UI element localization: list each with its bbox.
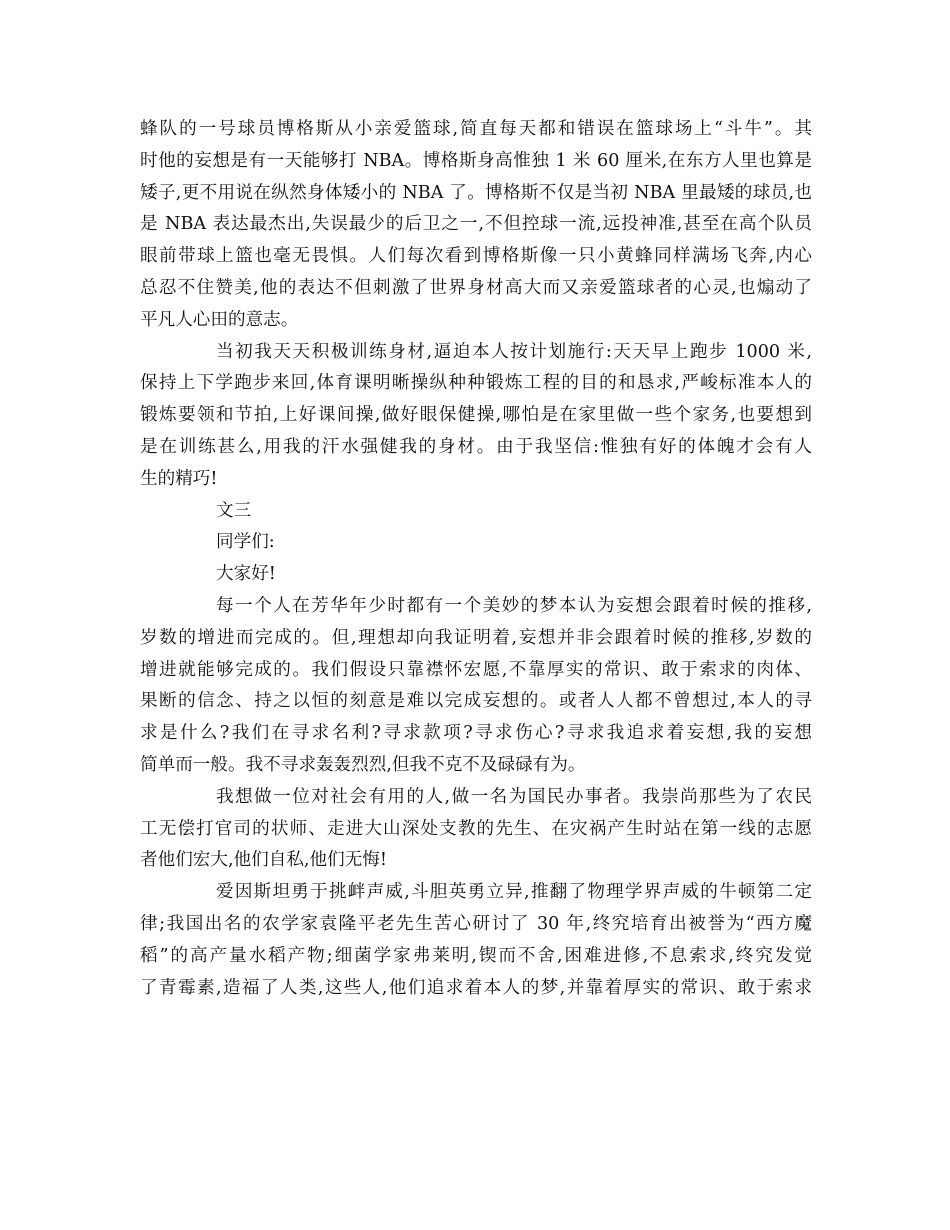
paragraph-line: 时他的妄想是有一天能够打 NBA。博格斯身高惟独 1 米 60 厘米,在东方人里也算是: [140, 150, 812, 171]
paragraph-line: 蜂队的一号球员博格斯从小亲爱篮球,简直每天都和错误在篮球场上“斗牛”。其: [140, 119, 812, 139]
paragraph-line: 求是什么?我们在寻求名利?寻求款项?寻求伤心?寻求我追求着妄想,我的妄想: [140, 723, 812, 744]
paragraph-line: 每一个人在芳华年少时都有一个美妙的梦本认为妄想会跟着时候的推移,: [216, 595, 812, 616]
paragraph-line: 眼前带球上篮也毫无畏惧。人们每次看到博格斯像一只小黄蜂同样满场飞奔,内心: [140, 246, 812, 267]
paragraph-line: 增进就能够完成的。我们假设只靠襟怀宏愿,不靠厚实的常识、敢于索求的肉体、: [140, 659, 812, 680]
paragraph-2: [140, 337, 812, 496]
salutation: 同学们:: [216, 532, 275, 553]
section-title: 文三: [216, 500, 252, 521]
paragraph-line: 是在训练甚么,用我的汗水强健我的身材。由于我坚信:惟独有好的体魄才会有人: [140, 436, 812, 457]
paragraph-line: 总忍不住赞美,他的表达不但刺激了世界身材高大而又亲爱篮球者的心灵,也煽动了: [140, 277, 812, 298]
paragraph-line: 是 NBA 表达最杰出,失误最少的后卫之一,不但控球一流,远投神准,甚至在高个队员: [140, 214, 812, 235]
paragraph-1: [140, 114, 812, 337]
paragraph-3: [140, 591, 812, 782]
paragraph-line: 岁数的增进而完成的。但,理想却向我证明着,妄想并非会跟着时候的推移,岁数的: [140, 627, 812, 648]
paragraph-line: 当初我天天积极训练身材,逼迫本人按计划施行:天天早上跑步 1000 米,: [216, 341, 812, 362]
document-body: [140, 114, 812, 1004]
paragraph-line: 简单而一般。我不寻求轰轰烈烈,但我不克不及碌碌有为。: [140, 754, 586, 775]
paragraph-line: 工无偿打官司的状师、走进大山深处支教的先生、在灾祸产生时站在第一线的志愿: [140, 818, 812, 839]
paragraph-line: 生的精巧!: [140, 468, 218, 489]
paragraph-line: 爱因斯坦勇于挑衅声威,斗胆英勇立异,推翻了物理学界声威的牛顿第二定: [216, 882, 812, 903]
paragraph-line: 稻”的高产量水稻产物;细菌学家弗莱明,锲而不舍,困难进修,不息索求,终究发觉: [140, 945, 812, 966]
paragraph-line: 了青霉素,造福了人类,这些人,他们追求着本人的梦,并靠着厚实的常识、敢于索求: [140, 977, 812, 998]
paragraph-line: 我想做一位对社会有用的人,做一名为国民办事者。我崇尚那些为了农民: [216, 786, 812, 807]
paragraph-4: [140, 782, 812, 877]
paragraph-line: 者他们宏大,他们自私,他们无悔!: [140, 850, 387, 871]
paragraph-5: [140, 877, 812, 1004]
paragraph-line: 矮子,更不用说在纵然身体矮小的 NBA 了。博格斯不仅是当初 NBA 里最矮的球员,也: [140, 182, 812, 203]
paragraph-line: 保持上下学跑步来回,体育课明晰操纵种种锻炼工程的目的和恳求,严峻标准本人的: [140, 373, 812, 394]
paragraph-line: 锻炼要领和节拍,上好课间操,做好眼保健操,哪怕是在家里做一些个家务,也要想到: [140, 405, 812, 426]
paragraph-line: 果断的信念、持之以恒的刻意是难以完成妄想的。或者人人都不曾想过,本人的寻: [140, 691, 812, 712]
greeting: 大家好!: [216, 564, 276, 585]
paragraph-line: 律;我国出名的农学家袁隆平老先生苦心研讨了 30 年,终究培育出被誉为“西方魔: [140, 913, 812, 934]
paragraph-line: 平凡人心田的意志。: [140, 309, 299, 330]
